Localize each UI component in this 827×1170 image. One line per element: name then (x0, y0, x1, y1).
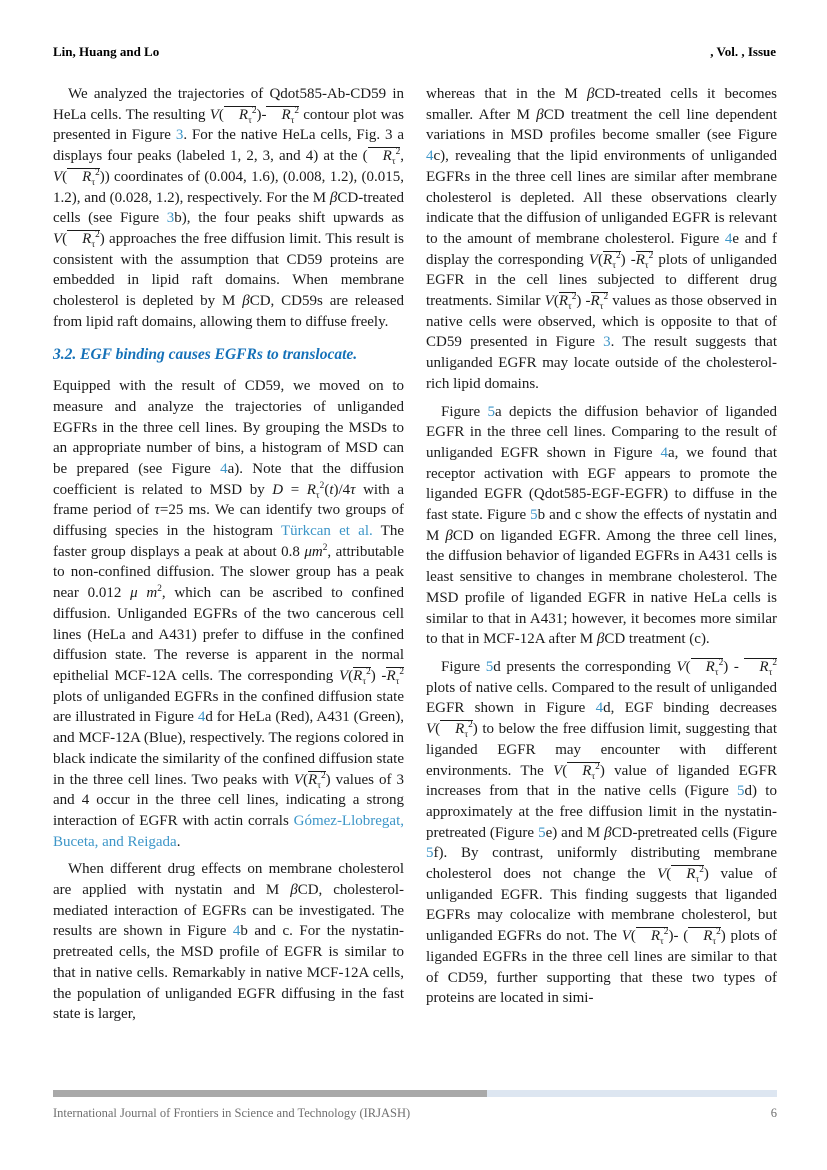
math-r-tau-squared: $R_\tau^2$ (671, 865, 704, 882)
figure-reference-link[interactable]: 4 (660, 444, 668, 461)
math-r-tau-squared: $R_\tau^2$ (440, 720, 473, 737)
figure-reference-link[interactable]: 3 (166, 210, 175, 227)
paragraph: Figure 5a depicts the diffusion behavior of liganded EGFR in the three cell lines. Comparing to the result of unliganded EGFR shown in Figure 4a, we found that receptor activation with EGF appears to promote the liganded EGFR (Qdot585-EGF-EGFR) to diffuse in the fast state. Figure 5b and c show the effects of nystatin and M βCD on liganded EGFR. Among the three cell lines, the diffusion behavior of liganded EGFRs in A431 cells is least sensitive to changes in membrane cholesterol. The MSD profile of liganded EGFR in native HeLa cells is similar to that in A431; however, it becomes more similar to that in MCF-12A after M βCD treatment (c). (426, 403, 777, 648)
math-r-tau-squared: $R_\tau^2$ (567, 762, 600, 779)
article-body (53, 84, 777, 1032)
paragraph: Figure 5d presents the corresponding V( $R_\tau^2) - R_\tau^2$ plots of native cells. Compared to the result of unliganded EGFR shown in Figure 4d, EGF binding decreases V( $R_\tau^2$) to below the free diffusion limit, suggesting that liganded EGFR may encounter with different environments. The V( $R_\tau^2$) value of liganded EGFR increases from that in the native cells (Figure 5d) to approximately at the free diffusion limit in the nystatin-pretreated (Figure 5e) and M βCD-pretreated cells (Figure 5f). By contrast, uniformly distributing membrane cholesterol does not change the V( $R_\tau^2$) value of unliganded EGFR. This finding suggests that liganded EGFRs may colocalize with membrane cholesterol, but unliganded EGFRs do not. The V( $R_\tau^2)-$ ( $R_\tau^2$) plots of liganded EGFRs in the three cell lines are similar to that of CD59, further supporting that these two types of proteins are located in simi- (426, 657, 777, 1007)
math-v-r-tau-squared: $V(R_\tau^2)$ (339, 666, 376, 687)
math-r-tau-squared: $R_\tau^2$ (636, 927, 669, 944)
figure-reference-link[interactable]: 4 (724, 230, 733, 247)
math-r-tau-squared: $R_\tau^2$ (266, 106, 299, 123)
header-journal-info: , Vol. , Issue (710, 44, 776, 59)
math-r-tau-squared: $R_\tau^2$ (635, 250, 654, 271)
math-r-tau-squared: $R_\tau^2$ (386, 666, 405, 687)
header-authors: Lin, Huang and Lo (53, 44, 160, 59)
math-v-r-tau-squared: V( $R_\tau^2$) (657, 865, 709, 886)
math-v-r-tau-squared: V( $R_\tau^2$) (621, 927, 674, 948)
right-column (426, 84, 777, 1032)
paragraph: We analyzed the trajectories of Qdot585-Ab-CD59 in HeLa cells. The resulting V( $R_\tau^2)-$ $R_\tau^2$ contour plot was presented in Figure 3. For the native HeLa cells, Fig. 3 a displays four peaks (labeled 1, 2, 3, and 4) at the ( $R_\tau^2$, V( $R_\tau^2$)) coordinates of (0.004, 1.6), (0.008, 1.2), (0.015, 1.2), and (0.028, 1.2), respectively. For the M βCD-treated cells (see Figure 3b), the four peaks shift upwards as V( $R_\tau^2$) approaches the free diffusion limit. This result is consistent with the assumption that CD59 proteins are embedded in lipid raft domains. When membrane cholesterol is depleted by M βCD, CD59s are released from lipid raft domains, allowing them to diffuse freely. (53, 86, 405, 330)
math-r-tau-squared: $R_\tau^2$ (368, 147, 401, 164)
footer-journal-name: International Journal of Frontiers in Science and Technology (IRJASH) (53, 1106, 411, 1120)
math-v-r-tau-squared: V( $R_\tau^2$) (53, 167, 105, 188)
figure-reference-link[interactable]: 4 (232, 923, 241, 940)
paragraph: Equipped with the result of CD59, we moved on to measure and analyze the trajectories of unliganded EGFRs in the three cell lines. By grouping the MSDs to an appropriate number of bins, a histogram of MSD can be prepared (see Figure 4a). Note that the diffusion coefficient is related to MSD by $D = R_\tau^2(t)/4\tau$ with a frame period of τ=25 ms. We can identify two groups of diffusing species in the histogram Türkcan et al. The faster group displays a peak at about 0.8 $\mu m^2$, attributable to non-confined diffusion. The slower group has a peak near 0.012 μ $m^2$, which can be ascribed to confined diffusion. Unliganded EGFRs of the two cancerous cell lines (HeLa and A431) prefer to diffuse in the confined diffusion state. The reverse is apparent in the normal epithelial MCF-12A cells. The corresponding $V(R_\tau^2)$ $-R_\tau^2$ plots of unliganded EGFRs in the confined diffusion state are illustrated in Figure 4d for HeLa (Red), A431 (Green), and MCF-12A (Blue), respectively. The regions colored in black indicate the similarity of the confined diffusion state in the three cell lines. Two peaks with $V(R_\tau^2)$ values of 3 and 4 occur in the three cell lines, indicating a strong interaction of EGFR with actin corrals Gómez-Llobregat, Buceta, and Reigada. (53, 378, 405, 850)
citation-link[interactable]: Gómez-Llobregat, Buceta, and Reigada (53, 812, 404, 850)
math-v-r-tau-squared: V( $R_\tau^2$) (676, 657, 729, 678)
math-r-tau-squared: $R_\tau^2$ (603, 250, 621, 271)
page-footer (53, 1106, 777, 1121)
paragraph: whereas that in the M βCD-treated cells it becomes smaller. After M βCD treatment the cell line dependent variations in MSD profiles become smaller (see Figure 4c), revealing that the lipid environments of unliganded EGFRs in the three cell lines are similar after membrane cholesterol is depleted. All these observations clearly indicate that the diffusion of unliganded EGFR is relevant to the amount of membrane cholesterol. Figure 4e and f display the corresponding $V(R_\tau^2)$ $-R_\tau^2$ plots of unliganded EGFR in the cell lines subjected to different drug treatments. Similar $V(R_\tau^2)$ $-R_\tau^2$ values as those observed in native cells were observed, which is opposite to that of CD59 presented in Figure 3. The result suggests that unliganded EGFR may locate outside of the cholesterol-rich lipid domains. (426, 86, 778, 392)
figure-reference-link[interactable]: 5 (538, 824, 546, 841)
math-v-r-tau-squared: $V(R_\tau^2)$ (544, 292, 582, 313)
math-r-tau-squared: $R_\tau^2$ (691, 658, 724, 675)
citation-link[interactable]: Türkcan et al. (280, 523, 373, 540)
paragraph: When different drug effects on membrane cholesterol are applied with nystatin and M βCD, cholesterol-mediated interaction of EGFRs can be investigated. The results are shown in Figure 4b and c. For the nystatin-pretreated cells, the MSD profile of EGFR is similar to that in native cells. Remarkably in native MCF-12A cells, the population of unliganded EGFR diffusing in the fast state is larger, (53, 861, 405, 1023)
math-r-tau-squared: $R_\tau^2$ (224, 106, 257, 123)
page-number: 6 (770, 1106, 777, 1120)
figure-reference-link[interactable]: 3 (175, 127, 184, 144)
math-r-tau-squared: $R_\tau^2$ (688, 927, 721, 944)
math-r-tau-squared: $R_\tau^2$ (590, 292, 609, 313)
left-column (53, 84, 404, 1032)
figure-reference-link[interactable]: 5 (426, 845, 434, 862)
math-r-tau-squared: $R_\tau^2$ (67, 168, 100, 185)
figure-reference-link[interactable]: 5 (485, 658, 494, 675)
figure-reference-link[interactable]: 4 (426, 148, 434, 165)
figure-reference-link[interactable]: 3 (603, 334, 611, 351)
footer-bar-left-segment (53, 1090, 487, 1097)
figure-reference-link[interactable]: 4 (197, 709, 206, 726)
footer-bar-right-segment (487, 1090, 777, 1097)
math-v-r-tau-squared: V( $R_\tau^2$) (209, 105, 262, 126)
figure-reference-link[interactable]: 5 (487, 403, 495, 420)
math-v-r-tau-squared: $V(R_\tau^2)$ (293, 770, 331, 791)
page-header (53, 44, 776, 60)
section-heading: 3.2. EGF binding causes EGFRs to translocate. (53, 346, 358, 364)
figure-reference-link[interactable]: 4 (220, 460, 228, 477)
figure-reference-link[interactable]: 5 (530, 507, 538, 524)
footer-divider-bar (53, 1090, 777, 1097)
figure-reference-link[interactable]: 4 (595, 700, 604, 717)
math-r-tau-squared: $R_\tau^2$ (353, 666, 371, 687)
math-v-r-tau-squared: $V(R_\tau^2)$ (588, 250, 626, 271)
figure-reference-link[interactable]: 5 (737, 783, 745, 800)
math-r-tau-squared: $R_\tau^2$ (744, 658, 777, 675)
math-r-tau-squared: $R_\tau^2$ (308, 770, 326, 791)
math-v-r-tau-squared: V( $R_\tau^2$) (553, 761, 605, 782)
math-v-r-tau-squared: V( $R_\tau^2$) (53, 229, 105, 250)
math-r-tau-squared: $R_\tau^2$ (558, 292, 577, 313)
math-r-tau-squared: $R_\tau^2$ (67, 230, 100, 247)
math-v-r-tau-squared: V( $R_\tau^2$) (426, 720, 478, 741)
